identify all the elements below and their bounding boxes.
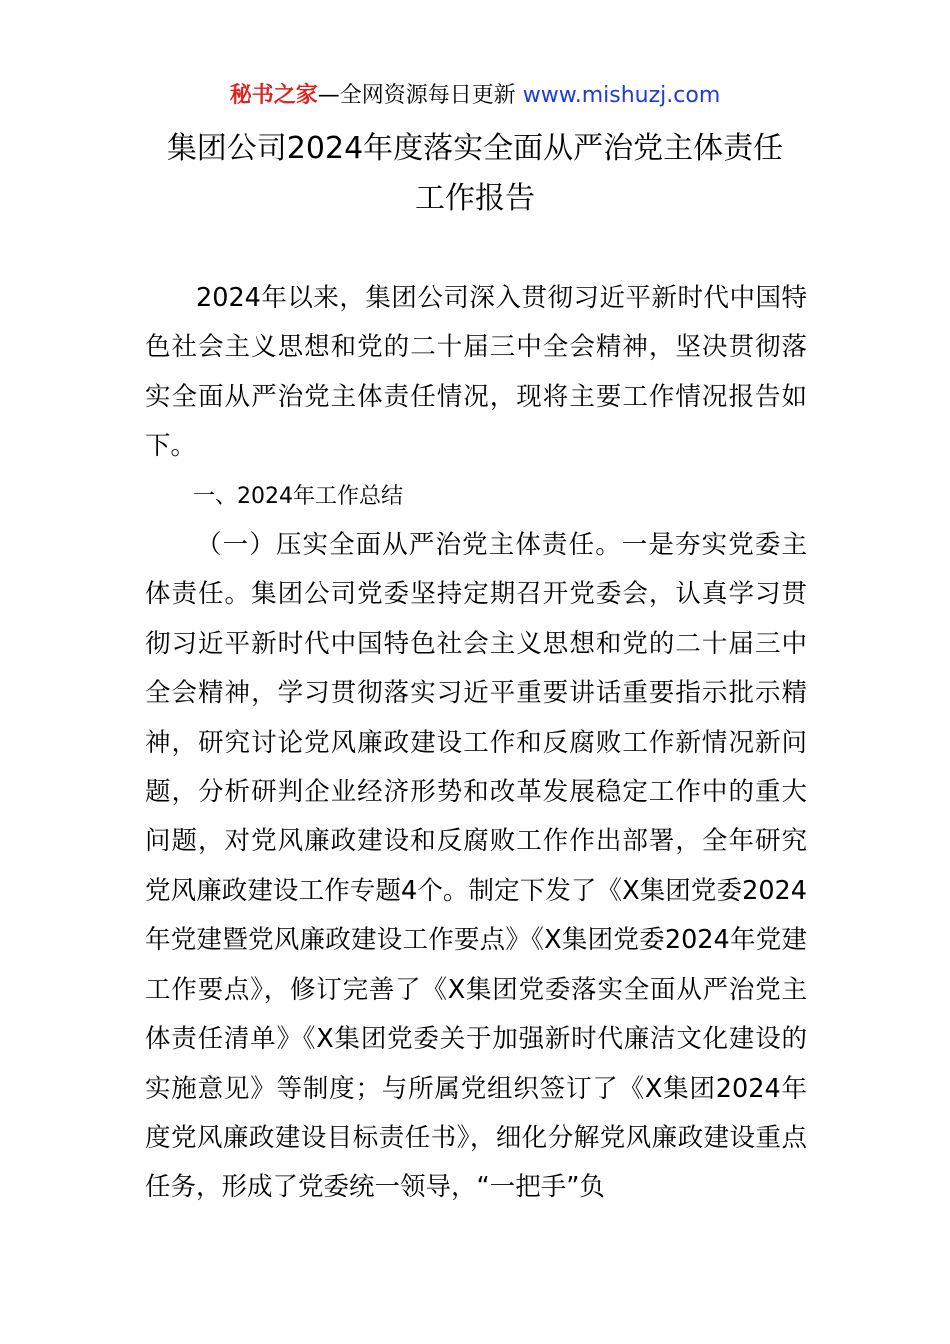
banner-tagline: —全网资源每日更新	[317, 83, 523, 108]
site-banner	[0, 80, 950, 112]
intro-paragraph: 2024年以来，集团公司深入贯彻习近平新时代中国特色社会主义思想和党的二十届三中全会精神，坚决贯彻落实全面从严治党主体责任情况，现将主要工作情况报告如下。	[145, 283, 807, 462]
brand-name: 秘书之家	[229, 83, 318, 108]
site-url-link[interactable]: www.mishuzj.com	[522, 83, 721, 108]
section-paragraph: （一）压实全面从严治党主体责任。一是夯实党委主体责任。集团公司党委坚持定期召开党委会，认真学习贯彻习近平新时代中国特色社会主义思想和党的二十届三中全会精神，学习贯彻落实习近平重要讲话重要指示批示精神，研究讨论党风廉政建设工作和反腐败工作新情况新问题，分析研判企业经济形势和改革发展稳定工作中的重大问题，对党风廉政建设和反腐败工作作出部署，全年研究党风廉政建设工作专题4个。制定下发了《X集团党委2024年党建暨党风廉政建设工作要点》《X集团党委2024年党建工作要点》，修订完善了《X集团党委落实全面从严治党主体责任清单》《X集团党委关于加强新时代廉洁文化建设的实施意见》等制度；与所属党组织签订了《X集团2024年度党风廉政建设目标责任书》，细化分解党风廉政建设重点任务，形成了党委统一领导，“一把手”负	[145, 530, 807, 1203]
document-body	[145, 274, 807, 1213]
document-title	[100, 124, 850, 224]
title-line-1: 集团公司2024年度落实全面从严治党主体责任	[166, 131, 784, 166]
title-line-2: 工作报告	[415, 181, 535, 216]
section-heading: 一、2024年工作总结	[193, 483, 403, 509]
